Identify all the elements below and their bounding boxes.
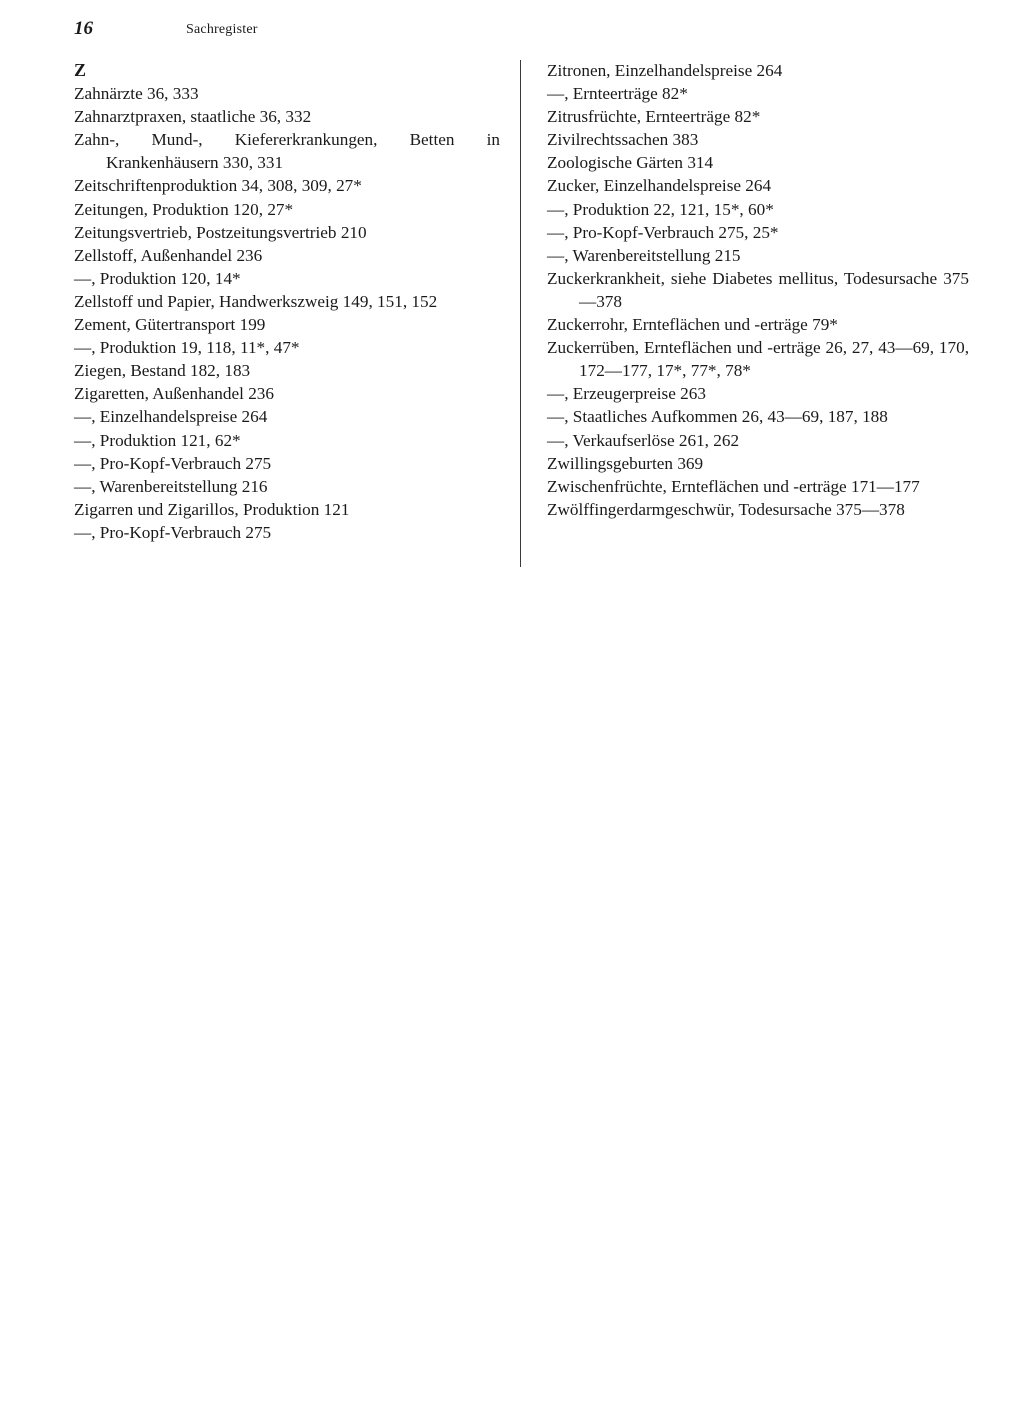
index-entry: Zahn-, Mund-, Kiefererkrankungen, Betten in Krankenhäusern 330, 331 [74, 130, 500, 173]
index-entry: Zuckerrohr, Ernteflächen und -erträge 79* [547, 315, 838, 335]
index-entry: —, Produktion 19, 118, 11*, 47* [74, 338, 300, 358]
index-entry: —, Produktion 22, 121, 15*, 60* [547, 199, 774, 219]
index-entry: Zwischenfrüchte, Ernteflächen und -erträge 171—177 [547, 476, 920, 496]
index-entry: —, Produktion 120, 14* [74, 268, 241, 288]
index-entry: Zigaretten, Außenhandel 236 [74, 384, 274, 404]
index-entry: Zeitschriftenproduktion 34, 308, 309, 27* [74, 176, 362, 196]
index-entry: Zellstoff und Papier, Handwerkszweig 149, 151, 152 [74, 291, 438, 311]
index-entry: Zivilrechtssachen 383 [547, 130, 699, 150]
section-letter: Z [74, 60, 87, 80]
index-entry: Zement, Gütertransport 199 [74, 315, 266, 335]
index-entry: —, Erzeugerpreise 263 [547, 384, 706, 404]
index-entry: Zeitungen, Produktion 120, 27* [74, 199, 294, 219]
index-entry: Zahnärzte 36, 333 [74, 84, 199, 104]
index-entry: —, Warenbereitstellung 216 [74, 476, 268, 496]
running-head: Sachregister [186, 22, 258, 37]
index-entry: —, Ernteerträge 82* [547, 84, 688, 104]
index-entry: Zeitungsvertrieb, Postzeitungsvertrieb 210 [74, 222, 367, 242]
index-entry: —, Einzelhandelspreise 264 [74, 407, 268, 427]
index-entry: —, Pro-Kopf-Verbrauch 275, 25* [547, 222, 779, 242]
index-entry: Zuckerkrankheit, siehe Diabetes mellitus, Todesursache 375—378 [547, 268, 969, 311]
index-entry: Zellstoff, Außenhandel 236 [74, 245, 263, 265]
page-number: 16 [74, 18, 93, 39]
index-column-left [74, 59, 500, 544]
index-entry: Zwölffingerdarmgeschwür, Todesursache 375—378 [547, 499, 905, 519]
index-entry: —, Pro-Kopf-Verbrauch 275 [74, 522, 272, 542]
index-entry: Zahnarztpraxen, staatliche 36, 332 [74, 107, 312, 127]
index-entry: Zoologische Gärten 314 [547, 153, 714, 173]
index-entry: Zigarren und Zigarillos, Produktion 121 [74, 499, 350, 519]
index-entry: —, Staatliches Aufkommen 26, 43—69, 187, 188 [547, 407, 888, 427]
index-entry: Zwillingsgeburten 369 [547, 453, 704, 473]
index-column-right [547, 59, 969, 521]
index-entry: Ziegen, Bestand 182, 183 [74, 361, 251, 381]
index-entry: —, Pro-Kopf-Verbrauch 275 [74, 453, 272, 473]
index-entry: Zucker, Einzelhandelspreise 264 [547, 176, 772, 196]
index-entry: —, Produktion 121, 62* [74, 430, 241, 450]
index-entry: —, Warenbereitstellung 215 [547, 245, 741, 265]
index-entry: Zitrusfrüchte, Ernteerträge 82* [547, 107, 761, 127]
index-entry: —, Verkaufserlöse 261, 262 [547, 430, 740, 450]
column-divider [520, 60, 521, 567]
index-entry: Zuckerrüben, Ernteflächen und -erträge 26, 27, 43—69, 170, 172—177, 17*, 77*, 78* [547, 338, 969, 381]
index-entry: Zitronen, Einzelhandelspreise 264 [547, 61, 783, 80]
